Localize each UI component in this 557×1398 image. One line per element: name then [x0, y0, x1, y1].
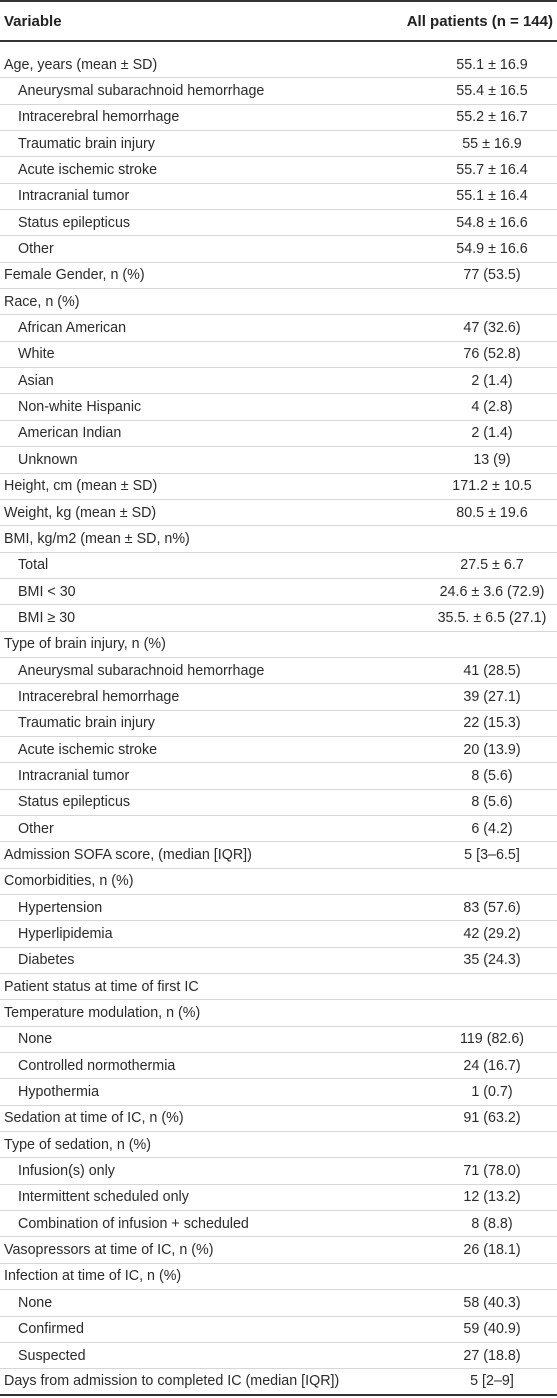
row-value: 8 (8.8) [471, 1215, 513, 1232]
row-value: 83 (57.6) [463, 899, 521, 916]
table-row [0, 1343, 557, 1369]
table-row [0, 1290, 557, 1316]
row-value: 4 (2.8) [471, 399, 513, 416]
row-label: Aneurysmal subarachnoid hemorrhage [18, 662, 265, 679]
row-value: 42 (29.2) [463, 926, 521, 943]
row-value: 54.8 ± 16.6 [456, 214, 528, 231]
row-label: Asian [18, 372, 54, 389]
row-value: 27 (18.8) [463, 1347, 521, 1364]
table-row [0, 157, 557, 183]
row-value: 41 (28.5) [463, 662, 521, 679]
table-row [0, 210, 557, 236]
row-value: 2 (1.4) [471, 372, 513, 389]
row-label: Confirmed [18, 1321, 84, 1338]
table-row [0, 315, 557, 341]
row-label: Diabetes [18, 952, 75, 969]
row-label: Type of brain injury, n (%) [4, 636, 166, 653]
row-label: None [18, 1031, 53, 1048]
table-row [0, 605, 557, 631]
row-label: Female Gender, n (%) [4, 267, 145, 284]
table-row [0, 1106, 557, 1132]
row-label: Admission SOFA score, (median [IQR]) [4, 846, 252, 863]
table-row [0, 1158, 557, 1184]
row-label: None [18, 1294, 53, 1311]
row-label: Status epilepticus [18, 794, 131, 811]
table-row [0, 1053, 557, 1079]
row-label: Days from admission to completed IC (median [IQR]) [4, 1373, 340, 1390]
table-row [0, 1132, 557, 1158]
table-row [0, 474, 557, 500]
row-label: Hyperlipidemia [18, 926, 113, 943]
table-row [0, 342, 557, 368]
row-label: Non-white Hispanic [18, 399, 142, 416]
row-label: Age, years (mean ± SD) [4, 56, 158, 73]
row-value: 35.5. ± 6.5 (27.1) [437, 609, 547, 626]
row-label: Controlled normothermia [18, 1057, 176, 1074]
row-label: Vasopressors at time of IC, n (%) [4, 1242, 214, 1259]
row-label: Unknown [18, 451, 78, 468]
row-value: 39 (27.1) [463, 688, 521, 705]
row-label: Acute ischemic stroke [18, 741, 158, 758]
table-row [0, 895, 557, 921]
table-row [0, 711, 557, 737]
row-label: Infusion(s) only [18, 1163, 115, 1180]
row-value: 55.1 ± 16.9 [456, 56, 528, 73]
table-row [0, 737, 557, 763]
row-value: 12 (13.2) [463, 1189, 521, 1206]
table-row [0, 184, 557, 210]
table-row [0, 447, 557, 473]
row-value: 20 (13.9) [463, 741, 521, 758]
table-row [0, 1369, 557, 1395]
row-value: 119 (82.6) [459, 1031, 525, 1048]
table-row [0, 1317, 557, 1343]
row-label: Patient status at time of first IC [4, 978, 199, 995]
row-value: 2 (1.4) [471, 425, 513, 442]
table-row [0, 421, 557, 447]
row-value: 8 (5.6) [471, 794, 513, 811]
table-row [0, 869, 557, 895]
table-row [0, 842, 557, 868]
row-label: Status epilepticus [18, 214, 131, 231]
table-row [0, 1027, 557, 1053]
row-label: Intracranial tumor [18, 767, 130, 784]
table-row [0, 394, 557, 420]
row-value: 80.5 ± 19.6 [456, 504, 528, 521]
row-label: Hypothermia [18, 1084, 100, 1101]
row-value: 55.7 ± 16.4 [456, 162, 528, 179]
row-label: Acute ischemic stroke [18, 162, 158, 179]
row-label: Other [18, 820, 54, 837]
row-value: 27.5 ± 6.7 [460, 557, 524, 574]
row-label: BMI, kg/m2 (mean ± SD, n%) [4, 530, 190, 547]
table-row [0, 921, 557, 947]
row-value: 58 (40.3) [463, 1294, 521, 1311]
table-row [0, 263, 557, 289]
table-row [0, 553, 557, 579]
row-value: 26 (18.1) [463, 1242, 521, 1259]
table-row [0, 632, 557, 658]
row-label: Intermittent scheduled only [18, 1189, 189, 1206]
row-value: 71 (78.0) [463, 1163, 521, 1180]
table-row [0, 52, 557, 78]
table-row [0, 131, 557, 157]
row-value: 55 ± 16.9 [462, 135, 522, 152]
table-row [0, 974, 557, 1000]
row-value: 24 (16.7) [463, 1057, 521, 1074]
row-value: 77 (53.5) [463, 267, 521, 284]
row-value: 13 (9) [473, 451, 511, 468]
header-all-patients: All patients (n = 144) [406, 12, 553, 30]
table-row [0, 526, 557, 552]
header-variable: Variable [4, 12, 62, 30]
row-value: 54.9 ± 16.6 [456, 241, 528, 258]
row-value: 171.2 ± 10.5 [452, 478, 532, 495]
row-label: African American [18, 320, 127, 337]
row-value: 35 (24.3) [463, 952, 521, 969]
row-label: Weight, kg (mean ± SD) [4, 504, 157, 521]
table-header [0, 2, 557, 42]
row-value: 55.4 ± 16.5 [456, 83, 528, 100]
row-label: Traumatic brain injury [18, 715, 155, 732]
row-value: 59 (40.9) [463, 1321, 521, 1338]
table-row [0, 790, 557, 816]
row-label: Intracerebral hemorrhage [18, 109, 180, 126]
table-row [0, 368, 557, 394]
row-value: 76 (52.8) [463, 346, 521, 363]
table-row [0, 105, 557, 131]
table-row [0, 78, 557, 104]
row-value: 55.1 ± 16.4 [456, 188, 528, 205]
row-label: Aneurysmal subarachnoid hemorrhage [18, 83, 265, 100]
row-label: Other [18, 241, 54, 258]
row-label: White [18, 346, 55, 363]
row-value: 47 (32.6) [463, 320, 521, 337]
row-label: Hypertension [18, 899, 103, 916]
row-label: Comorbidities, n (%) [4, 873, 134, 890]
row-label: Intracranial tumor [18, 188, 130, 205]
table-row [0, 500, 557, 526]
table-row [0, 289, 557, 315]
row-label: Total [18, 557, 49, 574]
table-row [0, 658, 557, 684]
row-label: Combination of infusion + scheduled [18, 1215, 249, 1232]
table-row [0, 684, 557, 710]
row-value: 55.2 ± 16.7 [456, 109, 528, 126]
row-label: BMI < 30 [18, 583, 76, 600]
table-row [0, 1264, 557, 1290]
row-value: 8 (5.6) [471, 767, 513, 784]
row-value: 5 [2–9] [470, 1373, 514, 1390]
row-label: Temperature modulation, n (%) [4, 1005, 201, 1022]
table-row [0, 1000, 557, 1026]
row-label: Suspected [18, 1347, 86, 1364]
row-label: Infection at time of IC, n (%) [4, 1268, 182, 1285]
row-label: Race, n (%) [4, 293, 80, 310]
row-label: Traumatic brain injury [18, 135, 155, 152]
table-row [0, 1185, 557, 1211]
row-value: 91 (63.2) [463, 1110, 521, 1127]
row-label: Sedation at time of IC, n (%) [4, 1110, 184, 1127]
row-label: American Indian [18, 425, 122, 442]
row-value: 5 [3–6.5] [464, 846, 520, 863]
table-row [0, 763, 557, 789]
table-body [0, 52, 557, 1396]
table-row [0, 816, 557, 842]
row-value: 24.6 ± 3.6 (72.9) [439, 583, 545, 600]
row-label: Type of sedation, n (%) [4, 1136, 152, 1153]
table-row [0, 236, 557, 262]
table-row [0, 1211, 557, 1237]
table-row [0, 1079, 557, 1105]
row-label: Height, cm (mean ± SD) [4, 478, 158, 495]
row-value: 1 (0.7) [471, 1084, 513, 1101]
row-value: 22 (15.3) [463, 715, 521, 732]
row-value: 6 (4.2) [471, 820, 513, 837]
table-row [0, 1237, 557, 1263]
table-row [0, 579, 557, 605]
row-label: BMI ≥ 30 [18, 609, 76, 626]
table-row [0, 948, 557, 974]
row-label: Intracerebral hemorrhage [18, 688, 180, 705]
